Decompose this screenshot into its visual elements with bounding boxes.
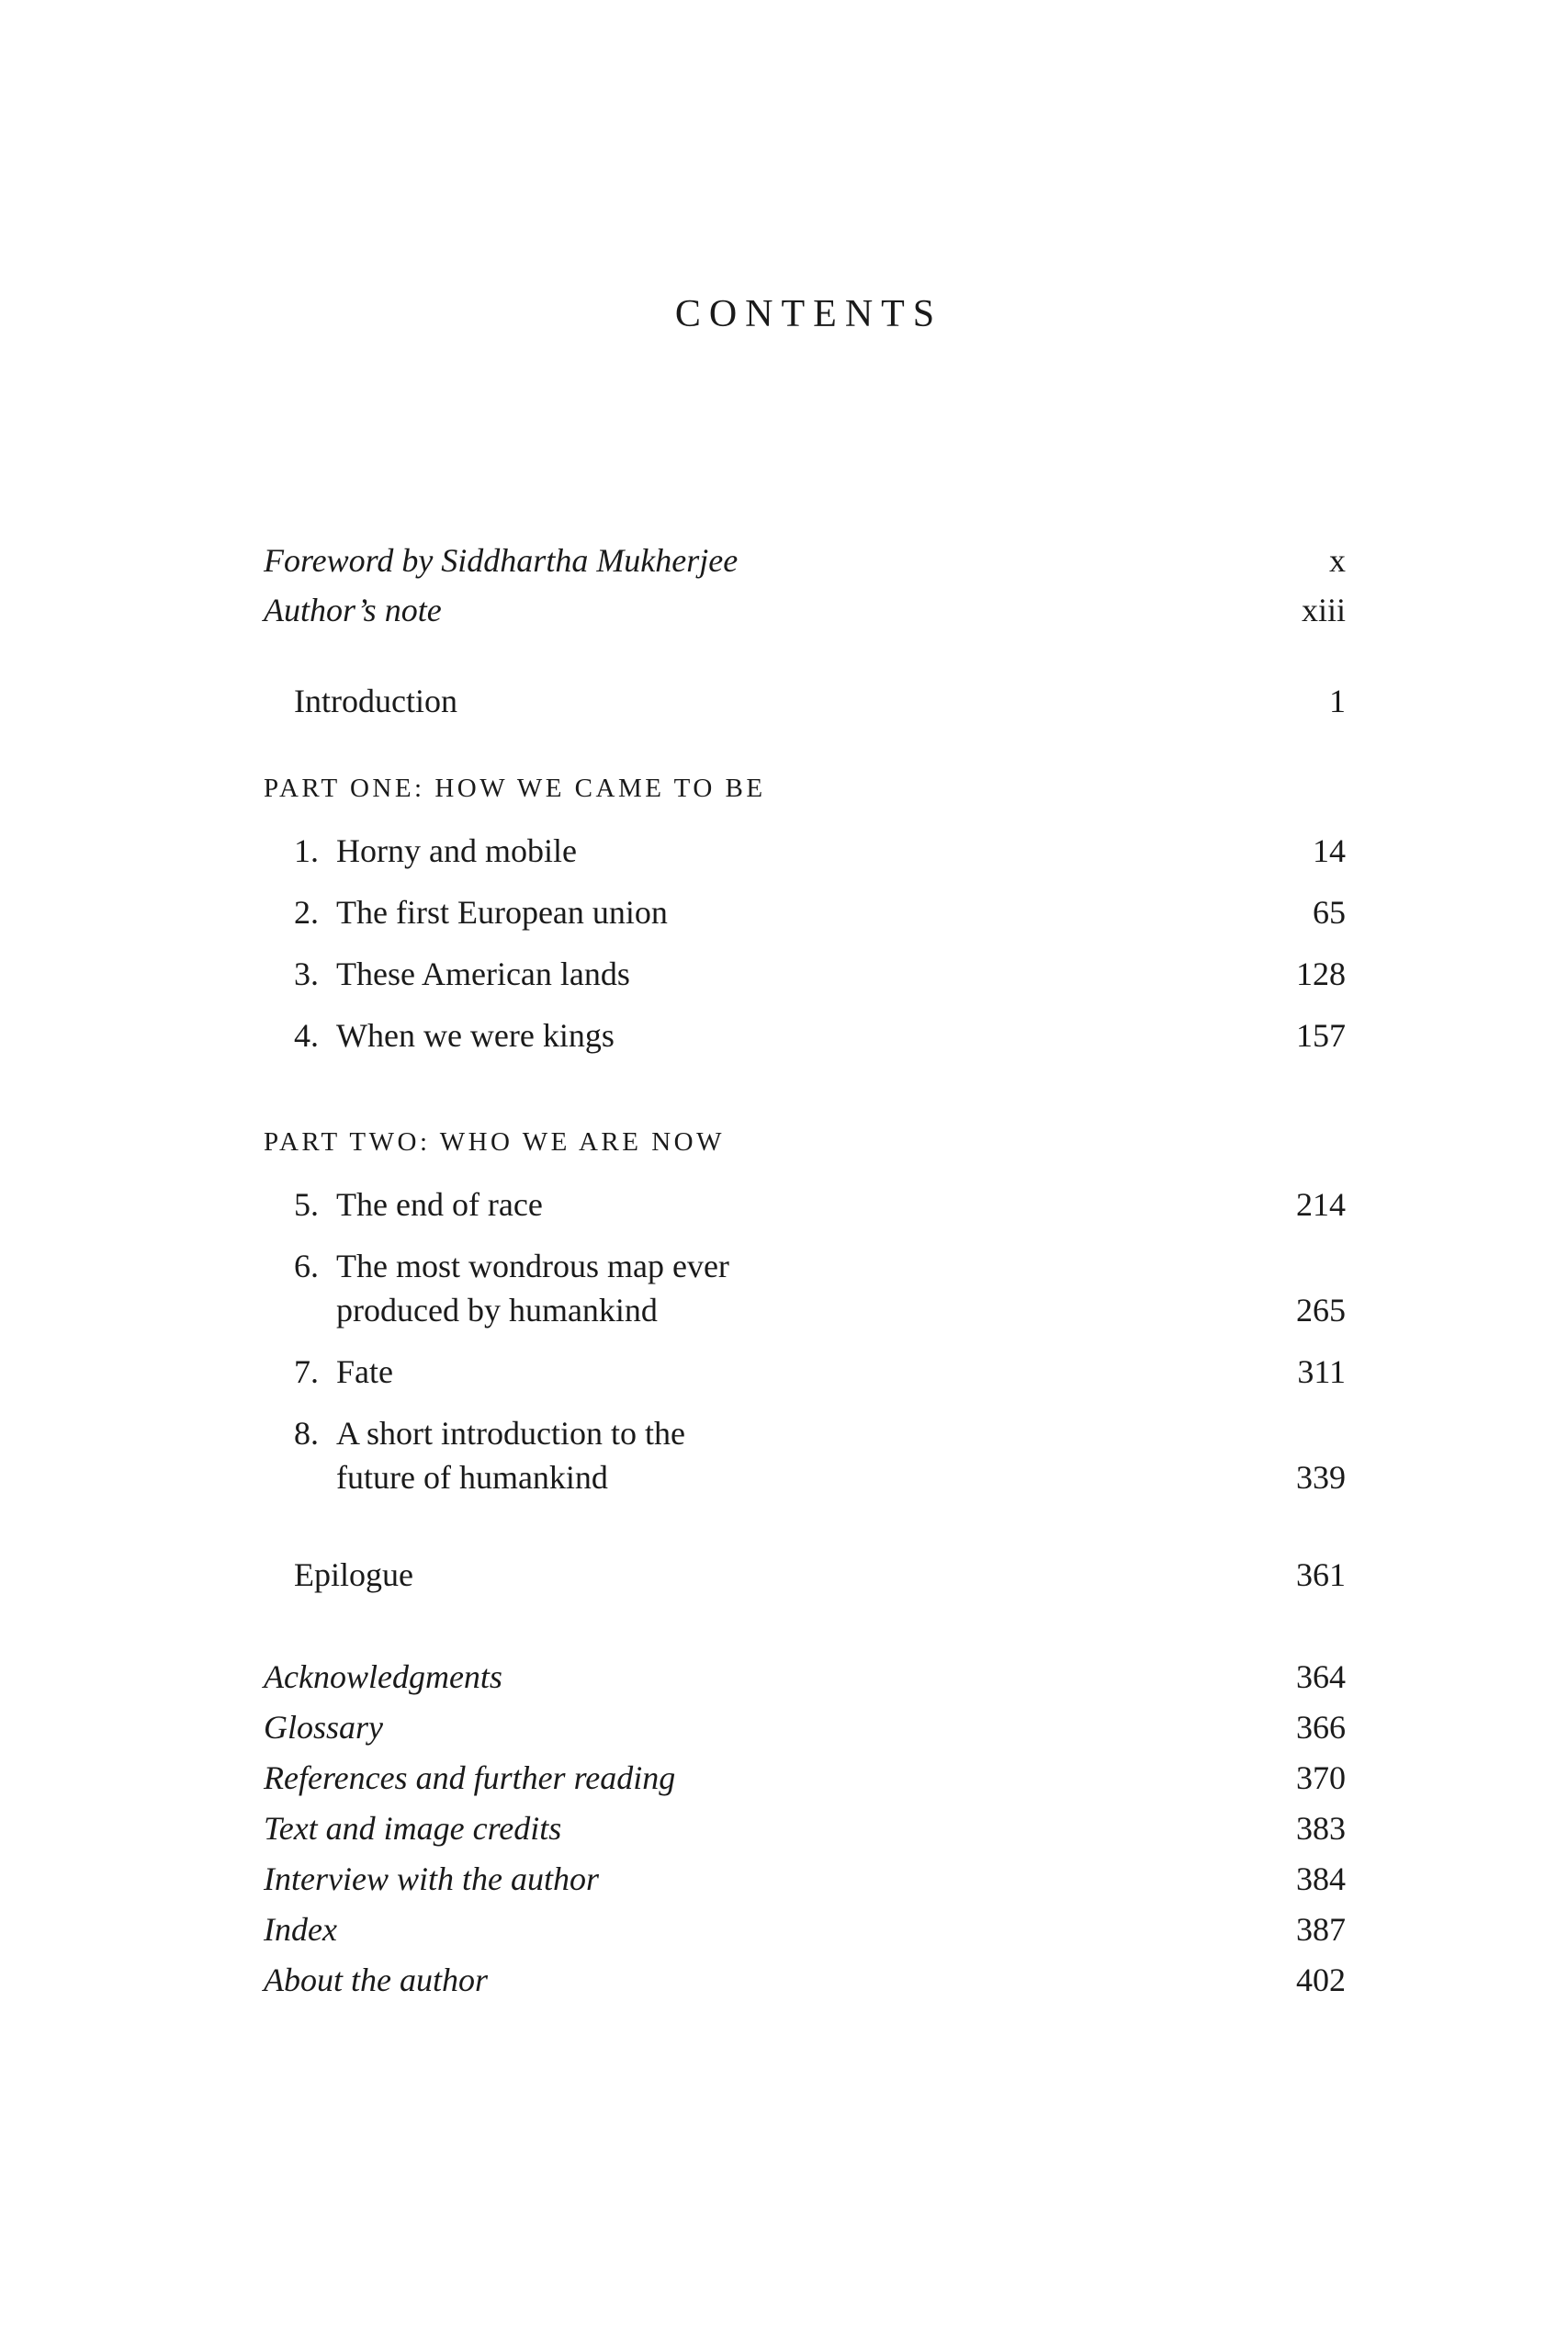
entry-page-number: 370 xyxy=(1296,1759,1346,1796)
chapter-number: 6. xyxy=(294,1248,319,1284)
page-title: CONTENTS xyxy=(674,293,943,335)
entry-label: Index xyxy=(264,1911,337,1948)
chapter-title-line: future of humankind xyxy=(336,1459,608,1496)
chapter-title xyxy=(336,1244,1296,1332)
chapter-title xyxy=(336,1013,1296,1057)
chapter-entry xyxy=(264,1244,1296,1332)
entry-page-number: 366 xyxy=(1296,1709,1346,1746)
chapter-number: 4. xyxy=(294,1017,319,1054)
entry-page-number: 311 xyxy=(1297,1353,1346,1390)
chapter-number: 3. xyxy=(294,956,319,992)
chapter-entry xyxy=(264,829,1313,873)
chapter-title-line: The first European union xyxy=(336,894,668,931)
entry-label: Interview with the author xyxy=(264,1860,599,1897)
toc-row-glossary xyxy=(264,1702,1346,1753)
entry-label: About the author xyxy=(264,1962,488,1998)
entry-label: Text and image credits xyxy=(264,1810,562,1847)
toc-row-interview xyxy=(264,1854,1346,1905)
chapter-entry xyxy=(264,1411,1296,1499)
entry-page-number: 364 xyxy=(1296,1658,1346,1695)
entry-page-number: 387 xyxy=(1296,1911,1346,1948)
front-matter-section xyxy=(264,536,1346,635)
chapter-title xyxy=(336,1411,1296,1499)
entry-label: Glossary xyxy=(264,1709,384,1746)
chapter-title xyxy=(336,1350,1297,1394)
part-two-heading: PART TWO: WHO WE ARE NOW xyxy=(264,1127,725,1157)
chapter-number: 5. xyxy=(294,1186,319,1223)
chapter-title xyxy=(336,829,1313,873)
chapter-entry xyxy=(264,952,1296,996)
toc-row-references xyxy=(264,1753,1346,1804)
chapter-title-line: produced by humankind xyxy=(336,1292,658,1329)
chapter-number: 8. xyxy=(294,1415,319,1452)
chapter-entry xyxy=(264,890,1313,934)
toc-row-chapter-7 xyxy=(264,1350,1346,1394)
chapter-title-line: The most wondrous map ever xyxy=(336,1248,729,1284)
part-one-chapters xyxy=(264,829,1346,1057)
entry-page-number: 384 xyxy=(1296,1860,1346,1897)
entry-page-number: 214 xyxy=(1296,1186,1346,1223)
toc-row-about-the-author xyxy=(264,1955,1346,2006)
chapter-title-line: A short introduction to the xyxy=(336,1415,685,1452)
chapter-number: 7. xyxy=(294,1353,319,1390)
toc-row-text-image-credits xyxy=(264,1804,1346,1854)
toc-row-index xyxy=(264,1905,1346,1955)
entry-page-number: 14 xyxy=(1313,832,1346,869)
entry-page-number: 339 xyxy=(1296,1459,1346,1496)
toc-row-acknowledgments xyxy=(264,1652,1346,1702)
chapter-title-line: Fate xyxy=(336,1353,393,1390)
entry-page-number: xiii xyxy=(1301,592,1346,628)
entry-page-number: 1 xyxy=(1329,683,1346,719)
chapter-entry xyxy=(264,1013,1296,1057)
entry-page-number: 157 xyxy=(1296,1017,1346,1054)
toc-row-chapter-1 xyxy=(264,829,1346,873)
chapter-entry xyxy=(264,1182,1296,1227)
toc-row-chapter-2 xyxy=(264,890,1346,934)
toc-row-chapter-8 xyxy=(264,1411,1346,1499)
chapter-title xyxy=(336,952,1296,996)
chapter-title xyxy=(336,890,1313,934)
entry-page-number: 128 xyxy=(1296,956,1346,992)
entry-page-number: x xyxy=(1329,542,1346,579)
part-two-chapters xyxy=(264,1182,1346,1499)
entry-label: Acknowledgments xyxy=(264,1658,502,1695)
entry-page-number: 265 xyxy=(1296,1292,1346,1329)
entry-page-number: 361 xyxy=(1296,1556,1346,1593)
toc-row-chapter-5 xyxy=(264,1182,1346,1227)
toc-row-chapter-4 xyxy=(264,1013,1346,1057)
chapter-number: 1. xyxy=(294,832,319,869)
table-of-contents xyxy=(264,0,1346,2006)
toc-row-introduction xyxy=(264,679,1346,723)
toc-row-epilogue xyxy=(264,1553,1346,1597)
entry-label: References and further reading xyxy=(264,1759,676,1796)
entry-page-number: 402 xyxy=(1296,1962,1346,1998)
toc-row-authors-note xyxy=(264,585,1346,635)
entry-label: Introduction xyxy=(294,683,457,719)
chapter-title xyxy=(336,1182,1296,1227)
chapter-number: 2. xyxy=(294,894,319,931)
chapter-entry xyxy=(264,1350,1297,1394)
chapter-title-line: Horny and mobile xyxy=(336,832,577,869)
entry-label: Epilogue xyxy=(294,1556,413,1593)
entry-page-number: 383 xyxy=(1296,1810,1346,1847)
toc-row-chapter-3 xyxy=(264,952,1346,996)
chapter-title-line: These American lands xyxy=(336,956,630,992)
back-matter-section xyxy=(264,1652,1346,2006)
toc-row-foreword xyxy=(264,536,1346,585)
entry-page-number: 65 xyxy=(1313,894,1346,931)
entry-label: Author’s note xyxy=(264,592,442,628)
chapter-title-line: When we were kings xyxy=(336,1017,615,1054)
entry-label: Foreword by Siddhartha Mukherjee xyxy=(264,542,739,579)
part-one-heading: PART ONE: HOW WE CAME TO BE xyxy=(264,774,766,803)
chapter-title-line: The end of race xyxy=(336,1186,543,1223)
toc-row-chapter-6 xyxy=(264,1244,1346,1332)
